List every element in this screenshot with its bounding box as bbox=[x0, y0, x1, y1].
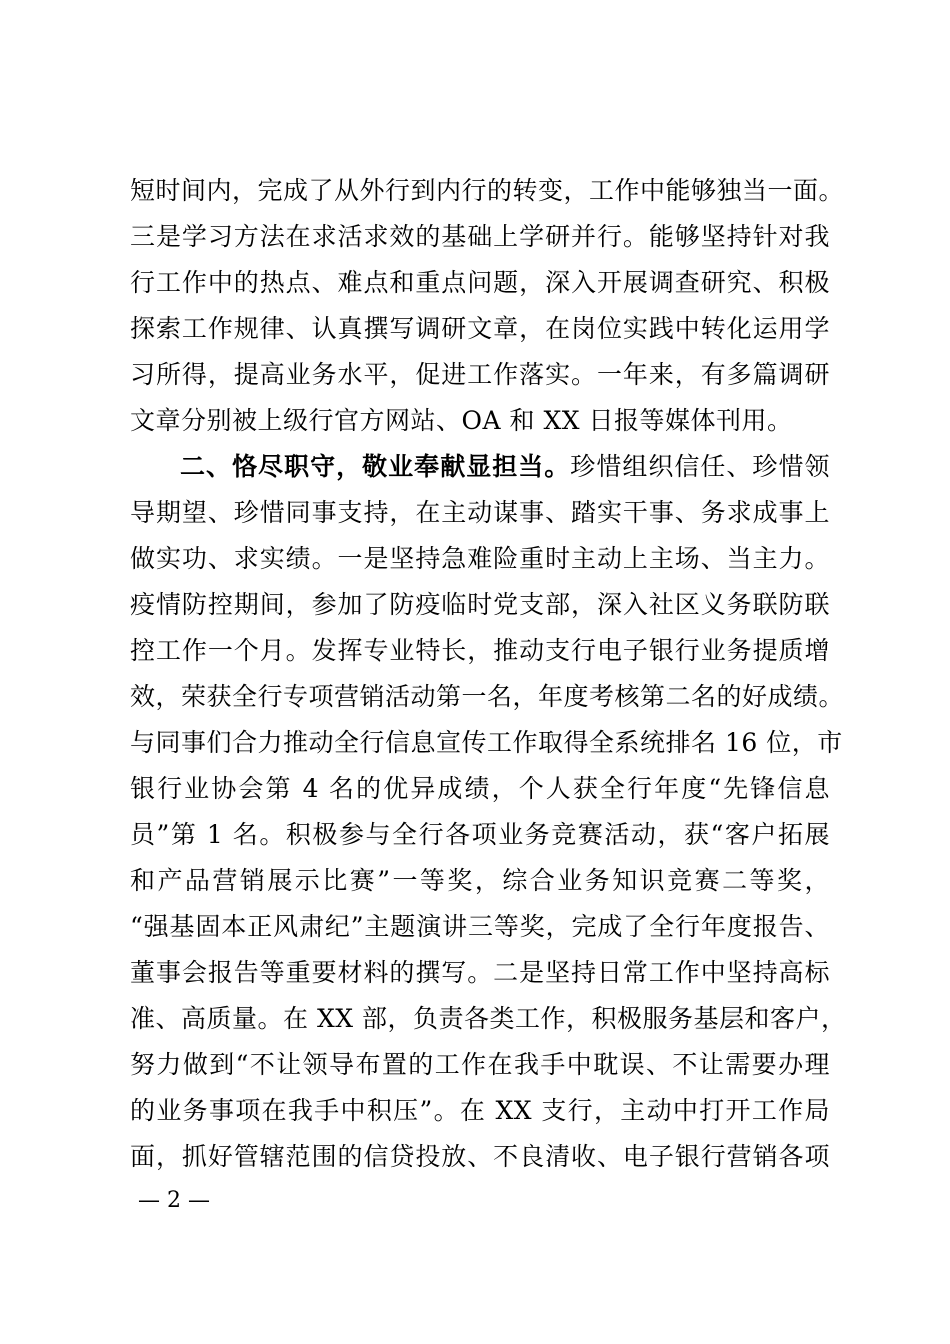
text-line-18: 董事会报告等重要材料的撰写。二是坚持日常工作中坚持高标 bbox=[130, 958, 830, 987]
section-heading-continuation: 珍惜组织信任、珍惜领 bbox=[570, 452, 830, 481]
text-line-2: 三是学习方法在求活求效的基础上学研并行。能够坚持针对我 bbox=[130, 222, 830, 251]
text-line-17: “强基固本正风肃纪”主题演讲三等奖，完成了全行年度报告、 bbox=[130, 912, 830, 941]
text-line-6: 文章分别被上级行官方网站、OA 和 XX 日报等媒体刊用。 bbox=[130, 406, 793, 435]
text-line-3: 行工作中的热点、难点和重点问题，深入开展调查研究、积极 bbox=[130, 268, 830, 297]
page-number: — 2 — bbox=[138, 1188, 210, 1213]
text-line-8: 导期望、珍惜同事支持，在主动谋事、踏实干事、务求成事上 bbox=[130, 498, 830, 527]
text-line-10: 疫情防控期间，参加了防疫临时党支部，深入社区义务联防联 bbox=[130, 590, 830, 619]
text-line-21: 的业务事项在我手中积压”。在 XX 支行，主动中打开工作局 bbox=[130, 1096, 830, 1125]
text-line-1: 短时间内，完成了从外行到内行的转变，工作中能够独当一面。 bbox=[130, 176, 845, 205]
text-line-22: 面，抓好管辖范围的信贷投放、不良清收、电子银行营销各项 bbox=[130, 1142, 830, 1171]
text-line-16: 和产品营销展示比赛”一等奖，综合业务知识竞赛二等奖， bbox=[130, 866, 830, 895]
text-line-14: 银行业协会第 4 名的优异成绩，个人获全行年度“先锋信息 bbox=[130, 774, 830, 803]
text-line-19: 准、高质量。在 XX 部，负责各类工作，积极服务基层和客户， bbox=[130, 1004, 847, 1033]
section-heading-line bbox=[180, 444, 830, 490]
text-line-12: 效，荣获全行专项营销活动第一名，年度考核第二名的好成绩。 bbox=[130, 682, 845, 711]
text-line-15: 员”第 1 名。积极参与全行各项业务竞赛活动，获“客户拓展 bbox=[130, 820, 830, 849]
text-line-20: 努力做到“不让领导布置的工作在我手中耽误、不让需要办理 bbox=[130, 1050, 830, 1079]
text-line-9: 做实功、求实绩。一是坚持急难险重时主动上主场、当主力。 bbox=[130, 544, 830, 573]
text-line-13: 与同事们合力推动全行信息宣传工作取得全系统排名 16 位，市 bbox=[130, 728, 843, 757]
text-line-5: 习所得，提高业务水平，促进工作落实。一年来，有多篇调研 bbox=[130, 360, 830, 389]
text-line-11: 控工作一个月。发挥专业特长，推动支行电子银行业务提质增 bbox=[130, 636, 830, 665]
section-heading: 二、恪尽职守，敬业奉献显担当。 bbox=[180, 452, 571, 481]
text-line-4: 探索工作规律、认真撰写调研文章，在岗位实践中转化运用学 bbox=[130, 314, 830, 343]
